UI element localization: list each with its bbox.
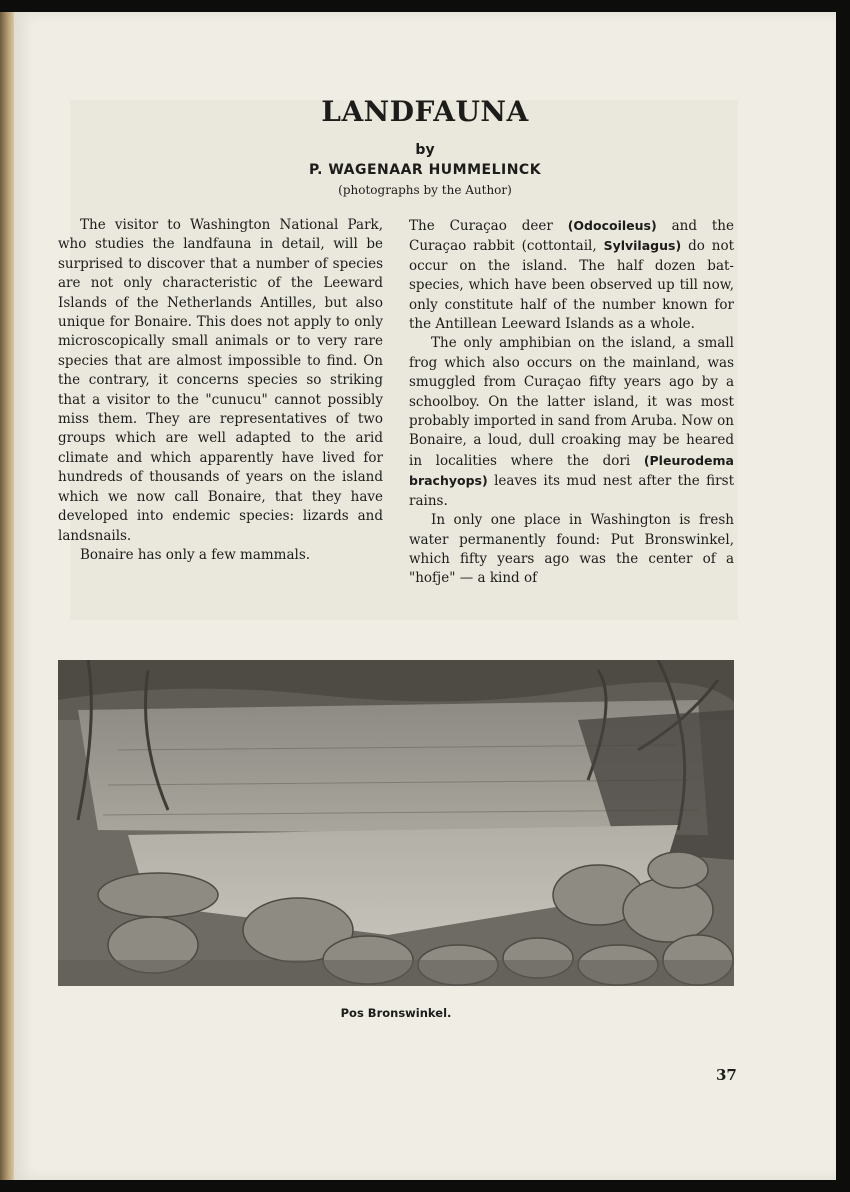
photo-illustration [58,660,734,986]
species-name-deer: (Odocoileus) [567,218,657,233]
article-title: LANDFAUNA [321,95,529,128]
photo-credit: (photographs by the Author) [338,183,512,197]
left-column [58,216,383,646]
paragraph: The visitor to Washington National Park, who studies the landfauna in detail, will be surprised to discover that a number of species are not only characteristic of the Leeward Islands of the Netherlands Antilles, but also unique for Bonaire. This does not apply to only microscopically small animals or to very rare species that are almost impossible to find. On the contrary, it concerns species so striking that a visitor to the "cunucu" cannot possibly miss them. They are representatives of two groups which are well adapted to the arid climate and which apparently have lived for hundreds of thousands of years on the island which we now call Bonaire, that they have developed into endemic species: lizards and landsnails. [58,217,383,544]
photo-pos-bronswinkel [58,660,734,986]
paragraph [409,216,734,334]
text-run: and the Curaçao rabbit (cottontail, [409,218,734,255]
figure-caption: Pos Bronswinkel. [340,1006,452,1020]
byline-by: by [415,142,435,158]
author-name: P. WAGENAAR HUMMELINCK [308,162,542,178]
paragraph [409,334,734,511]
text-run: leaves its mud nest after the first rains. [409,473,734,509]
species-name-frog: (Pleurodema brachyops) [409,452,734,489]
right-column [409,216,734,646]
text-run: do not occur on the island. The half dozen bat-species, which have been observed up till now, only constitute half of the number known for the Antillean Leeward Islands as a whole. [409,238,734,333]
text-run: The only amphibian on the island, a small frog which also occurs on the mainland, was smuggled from Curaçao fifty years ago by a schoolboy. On the latter island, it was most probably imported in sand from Aruba. Now on Bonaire, a loud, dull croaking may be heared in localities where the dori [409,335,734,469]
paragraph: In only one place in Washington is fresh water permanently found: Put Bronswinkel, which fifty years ago was the center of a "hofje" — a kind of [409,512,734,587]
text-run: The Curaçao deer [409,218,568,234]
page-number: 37 [716,1066,737,1084]
species-name-rabbit: Sylvilagus) [603,238,682,254]
paragraph: Bonaire has only a few mammals. [80,546,311,563]
